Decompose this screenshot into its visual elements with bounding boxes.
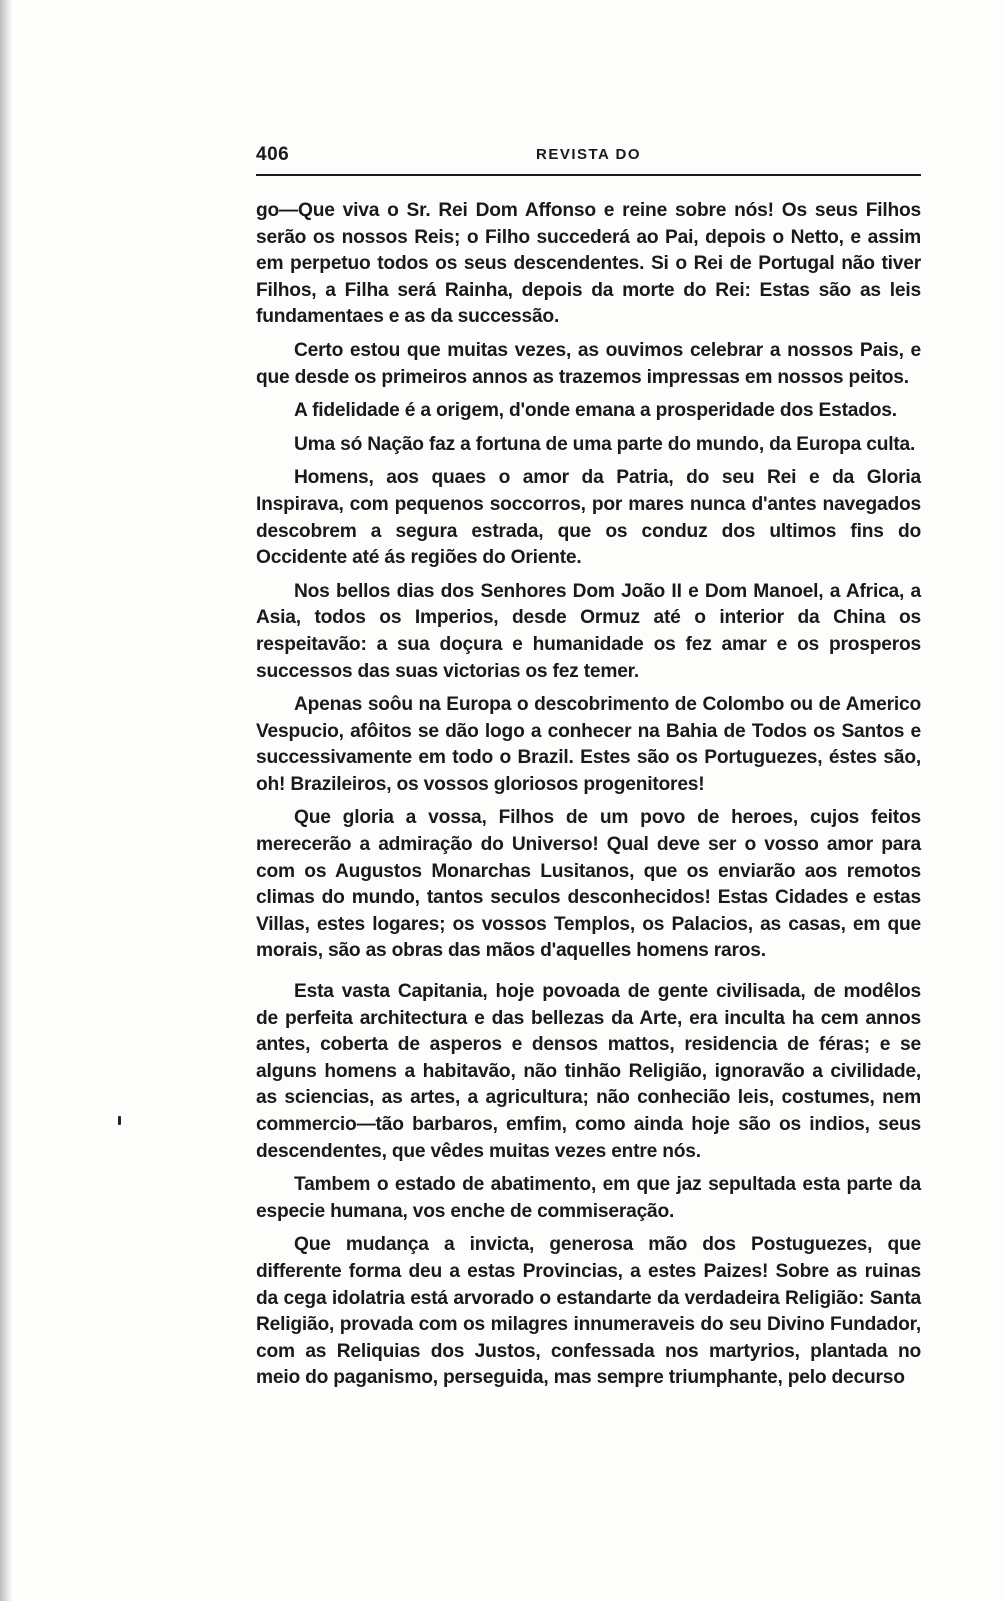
paragraph: Esta vasta Capitania, hoje povoada de gente civilisada, de modêlos de perfeita architectura e das bellezas da Arte, era inculta ha cem annos antes, coberta de asperos e densos mattos, residencia de féras; e se alguns homens a habitavão, não tinhão Religião, ignoravão a civilidade, as sciencias, as artes, a agricultura; não conhecião leis, costumes, nem commercio—tão barbaros, emfim, como ainda hoje são os indios, seus descendentes, que vêdes muitas vezes entre nós. xyxy=(256,981,921,1162)
paragraph: Tambem o estado de abatimento, em que jaz sepultada esta parte da especie humana, vos enche de commiseração. xyxy=(256,1174,921,1222)
page-header xyxy=(256,140,921,174)
paragraph: Que mudança a invicta, generosa mão dos Postuguezes, que differente forma deu a estas Provincias, a estes Paizes! Sobre as ruinas da cega idolatria está arvorado o estandarte da verdadeira Religião: Santa Religião, provada com os milagres innumeraveis do seu Divino Fundador, com as Reliquias dos Justos, confessada nos martyrios, plantada no meio do paganismo, perseguida, mas sempre triumphante, pelo decurso xyxy=(256,1234,921,1389)
paragraph: Uma só Nação faz a fortuna de uma parte do mundo, da Europa culta. xyxy=(294,433,916,455)
paragraph: go—Que viva o Sr. Rei Dom Affonso e reine sobre nós! Os seus Filhos serão os nossos Reis; o Filho succederá ao Pai, depois o Netto, e assim em perpetuo todos os seus descendentes. Si o Rei de Portugal não tiver Filhos, a Filha será Rainha, depois da morte do Rei: Estas são as leis fundamentaes e as da successão. xyxy=(256,200,921,328)
paragraph: Que gloria a vossa, Filhos de um povo de heroes, cujos feitos merecerão a admiração do Universo! Qual deve ser o vosso amor para com os Augustos Monarchas Lusitanos, que os enviarão aos remotos climas do mundo, tantos seculos desconhecidos! Estas Cidades e estas Villas, estes logares; os vossos Templos, os Palacios, as casas, em que morais, são as obras das mãos d'aquelles homens raros. xyxy=(256,807,921,962)
page-number: 406 xyxy=(256,144,290,165)
ink-speck xyxy=(118,1116,121,1125)
paragraph: Nos bellos dias dos Senhores Dom João II e Dom Manoel, a Africa, a Asia, todos os Imperios, desde Ormuz até o interior da China os respeitavão: a sua doçura e humanidade os fez amar e os prosperos successos das suas victorias os fez temer. xyxy=(256,580,921,682)
book-page xyxy=(256,140,921,1399)
body-text xyxy=(256,198,921,1392)
paragraph: Apenas soôu na Europa o descobrimento de Colombo ou de Americo Vespucio, afôitos se dão logo a conhecer na Bahia de Todos os Santos e successivamente em todo o Brazil. Estes são os Portuguezes, éstes são, oh! Brazileiros, os vossos gloriosos progenitores! xyxy=(256,694,921,795)
paragraph: A fidelidade é a origem, d'onde emana a prosperidade dos Estados. xyxy=(294,400,897,422)
paragraph: Certo estou que muitas vezes, as ouvimos celebrar a nossos Pais, e que desde os primeiros annos as trazemos impressas em nossos peitos. xyxy=(256,339,921,388)
paragraph: Homens, aos quaes o amor da Patria, do seu Rei e da Gloria Inspirava, com pequenos soccorros, por mares nunca d'antes navegados descobrem a segura estrada, que os conduz dos ultimos fins do Occidente até ás regiões do Oriente. xyxy=(256,467,921,569)
running-title: REVISTA DO xyxy=(535,146,641,163)
header-rule xyxy=(256,174,921,176)
page-edge-shadow xyxy=(0,0,12,1601)
